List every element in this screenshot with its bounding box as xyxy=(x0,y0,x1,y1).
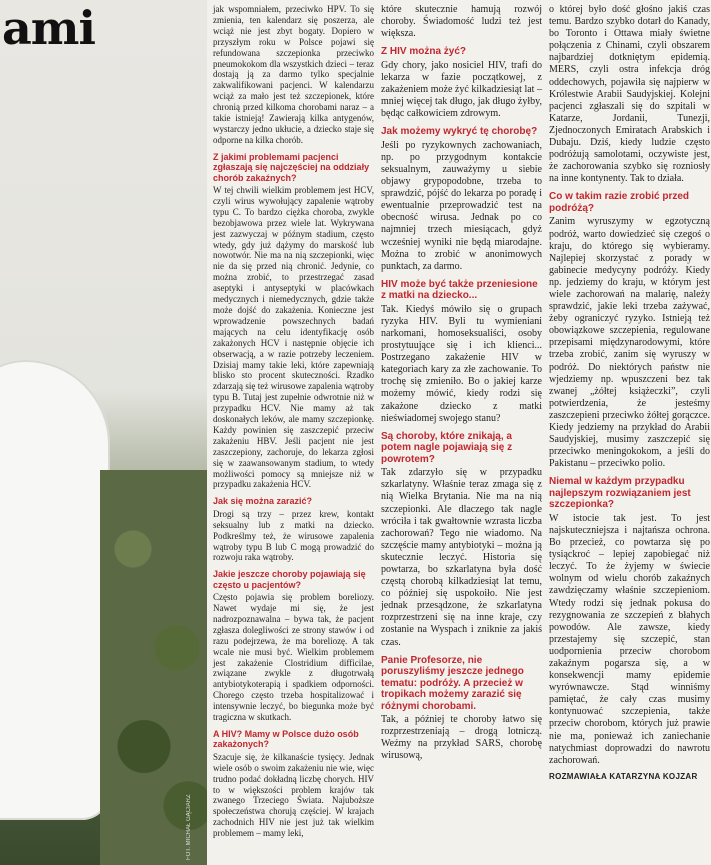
text-column-3 xyxy=(549,4,710,783)
headline: ami xyxy=(2,1,95,55)
text-column-1 xyxy=(213,4,374,839)
question-heading: A HIV? Mamy w Polsce dużo osób zakażonych? xyxy=(213,729,359,750)
paragraph: Jeśli po ryzykownych zachowaniach, np. po przygodnym kontakcie seksualnym, zauważymy u siebie objawy grypopodobne, trzeba to sprawdzić, pójść do lekarza po poradę i ewentualnie przeprowadzić test na obecność wirusa. Jednak po co najmniej trzech miesiącach, gdyż wcześniej wyniki nie będą miarodajne. Można to zrobić w anonimowych punktach, za darmo. xyxy=(381,139,542,272)
paragraph: które skutecznie hamują rozwój choroby. Świadomość ludzi też jest większa. xyxy=(381,4,542,40)
paragraph: Szacuje się, że kilkanaście tysięcy. Jednak wiele osób o swoim zakażeniu nie wie, więc trudno podać dokładną liczbę chorych. HIV to w większości problem krajów tak zwanego Trzeciego Świata. Najuboższe społeczeństwa chorują częściej. W krajach zachodnich HIV nie jest już tak wielkim problemem – mamy leki, xyxy=(213,751,374,839)
paragraph: o której było dość głośno jakiś czas temu. Bardzo szybko dotarł do Kanady, bo Toronto i Ottawa miały świetne połączenia z Chinami, czyli obszarem najbardziej dotkniętym epidemią. MERS, czyli ostra infekcja dróg oddechowych, pojawiła się najpierw w Królestwie Arabii Saudyjskiej. Kolejni pacjenci zgłaszali się do szpitali w Katarze, Jordanii, Tunezji, Zjednoczonych Emiratach Arabskich i Dubaju. Dziś, kiedy ludzie często podróżują samolotami, oczywiste jest, że zachorowania szybko się rozniosły na inne kontynenty. Tak to działa. xyxy=(549,4,710,185)
question-heading: Niemal w każdym przypadku najlepszym rozwiązaniem jest szczepionka? xyxy=(549,476,691,511)
photo-credit: FOT. MICHAŁ GĄCIARZ xyxy=(186,794,192,860)
text-column-2 xyxy=(381,4,542,763)
question-heading: HIV może być także przeniesione z matki na dziecko... xyxy=(381,278,538,302)
article-photo xyxy=(0,0,207,865)
question-heading: Są choroby, które znikają, a potem nagle pojawiają się z powrotem? xyxy=(381,430,513,465)
question-heading: Jak się można zarazić? xyxy=(213,496,313,507)
paragraph: Drogi są trzy – przez krew, kontakt seksualny lub z matki na dziecko. Podkreślmy też, że wirusowe zapalenia wątroby typu B lub C mogą prowadzić do rozwoju raka wątroby. xyxy=(213,508,374,563)
question-heading: Jakie jeszcze choroby pojawiają się często u pacjentów? xyxy=(213,569,366,590)
question-heading: Jak możemy wykryć tę chorobę? xyxy=(381,126,538,138)
question-heading: Panie Profesorze, nie poruszyliśmy jeszcze jednego tematu: podróży. A przecież w tropikach możemy zarazić się różnymi chorobami. xyxy=(381,654,524,712)
author-signature: ROZMAWIAŁA KATARZYNA KOJZAR xyxy=(549,771,698,781)
paragraph: W tej chwili wielkim problemem jest HCV, czyli wirus wywołujący zapalenie wątroby typu C. To bardzo ciężka choroba, zwykle bezobjawowa przez wiele lat. Wykrywana jest zazwyczaj w późnym stadium, często wtedy, gdy już dążymy do marskość lub nowotwór. Nie ma na nią szczepionki, więc nie da się przed nią chronić. Jedynie, co można zrobić, to przestrzegać zasad aseptyki i antyseptyki w placówkach medycznych i niemedycznych, gdzie także może dojść do zakażenia. Konieczne jest wprowadzenie powszechnych badań mających na celu identyfikację osób zakażonych HCV i następnie objęcie ich obserwacją, a w razie potrzeby leczeniem. Dzisiaj mamy takie leki, które zapewniają blisko sto procent skuteczności. Rzadko zdarzają się też wirusowe zapalenia wątroby typu B. Tutaj jest zupełnie odwrotnie niż w przypadku HCV. Nie mamy aż tak doskonałych leków, ale mamy szczepionkę. Każdy powinien się zaszczepić przeciw zakażeniu HBV. Jeśli pacjent nie jest zaszczepiony, zachoruje, do lekarza zgłosi się w zaawansowanym stadium, to wtedy możliwości pomocy są mniejsze niż w przypadku zakażenia HCV. xyxy=(213,185,374,490)
question-heading: Z jakimi problemami pacjenci zgłaszają się najczęściej na oddziały chorób zakaźnych? xyxy=(213,151,370,183)
paragraph: Tak, a później te choroby łatwo się rozprzestrzeniają – drogą lotniczą. Weźmy na przykład SARS, chorobę wirusową, xyxy=(381,714,542,762)
paragraph: Często pojawia się problem boreliozy. Nawet wydaje mi się, że jest nadrozpoznawalna – bywa tak, że pacjent zgłasza dolegliwości ze strony stawów i od razu podejrzewa, że ma boreliozę. A tak wcale nie musi być. Wielkim problemem jest zakażenie Clostridium difficilae, związane zwykle z długotrwałą antybiotykoterapią i spadkiem odporności. Chorego często trzeba hospitalizować i intensywnie leczyć, bo biegunka może być tragiczna w skutkach. xyxy=(213,592,374,723)
person-figure xyxy=(0,360,110,820)
paragraph: Tak zdarzyło się w przypadku szkarlatyny. Właśnie teraz zmaga się z nią Wielka Brytania. Nie ma na nią szczepionki. Ale dlaczego tak nagle wróciła i tak gwałtownie wzrasta liczba zachorowań? Tego nie wiadomo. Na szczęście mamy antybiotyki – można ją skutecznie leczyć. Historia się powtarza, bo szkarlatyna była dość częstą chorobą kilkadziesiąt lat temu, co później się uspokoiło. Nie jest jednak przesądzone, że szkarlatyna rozprzestrzeni się na inne kraje, czy zostanie na Wyspach i zniknie za jakiś czas. xyxy=(381,467,542,648)
question-heading: Z HIV można żyć? xyxy=(381,46,467,58)
paragraph: W istocie tak jest. To jest najskuteczniejsza i najtańsza ochrona. Bo przecież, co powtarza się po tysiąckroć – lepiej zapobiegać niż leczyć. To że żyjemy w świecie wolnym od wielu chorób zakaźnych zawdzięczamy właśnie szczepieniom. Wtedy rodzi się jednak pokusa do rezygnowania ze szczepień z błahych powodów. Ale zawsze, kiedy przestajemy się szczepić, stan uodpornienia przeciw chorobom zakaźnym pogarsza się, a w konsekwencji mamy epidemie wyrównawcze. Stąd winniśmy pamiętać, że cały czas musimy kontynuować szczepienia, także przeciw chorobom, których już prawie nie ma, ponieważ ich zaniechanie natychmiast doprowadzi do nawrotu zachorowań. xyxy=(549,512,710,766)
paragraph: Tak. Kiedyś mówiło się o grupach ryzyka HIV. Byli tu wymieniani narkomani, homoseksualiści, osoby prostytuujące się i ich klienci... Postrzegano zakażenie HIV w kategoriach kary za złe zachowanie. To trochę się zmieniło. Bo o jakiej karze możemy mówić, kiedy rodzi się zakażone dziecko z matki nieświadomej swojego stanu? xyxy=(381,303,542,424)
paragraph: Gdy chory, jako nosiciel HIV, trafi do lekarza w fazie początkowej, z zakażeniem może żyć kilkadziesiąt lat – mniej więcej tak długo, jak długo żyłby, będąc całkowiciem zdrowym. xyxy=(381,59,542,120)
paragraph: Zanim wyruszymy w egzotyczną podróż, warto dowiedzieć się czegoś o kraju, do którego się wybieramy. Najlepiej skorzystać z porady w gabinecie medycyny podróży. Kiedy np. jedziemy do kraju, w którym jest wiele zachorowań na malarię, należy sprawdzić, jakie leki trzeba zażywać, żeby ograniczyć ryzyko. Istnieją też obowiązkowe szczepienia, regulowane przepisami międzynarodowymi, które trzeba zrobić, zanim się wyruszy w podróż. Do niektórych państw nie wjedziemy np. wpuszczeni bez tak zwanej „żółtej książeczki”, czyli potwierdzenia, że jesteśmy zaszczepieni przeciwko żółtej gorączce. Kiedy jedziemy na przykład do Arabii Saudyjskiej, musimy zaszczepić się przeciwko meningokokom, a jeśli do Pakistanu – przeciwko polio. xyxy=(549,216,710,470)
paragraph: jak wspomniałem, przeciwko HPV. To się zmienia, ten kalendarz się poszerza, ale wciąż nie jest zbyt bogaty. Dopiero w przyszłym roku w Polsce pojawi się refundowana szczepionka przeciwko pneumokokom dla wszystkich dzieci – teraz dostają ją za darmo tylko specjalnie zakwalifikowani pacjenci. W kalendarzu wciąż za mało jest też szczepionek, które chronią przed kilkoma chorobami naraz – a takie istnieją! Zawierają kilka antygenów, wystarczy jedno ukłucie, a dziecko staje się odporne na kilka chorób. xyxy=(213,4,374,145)
question-heading: Co w takim razie zrobić przed podróżą? xyxy=(549,191,690,214)
